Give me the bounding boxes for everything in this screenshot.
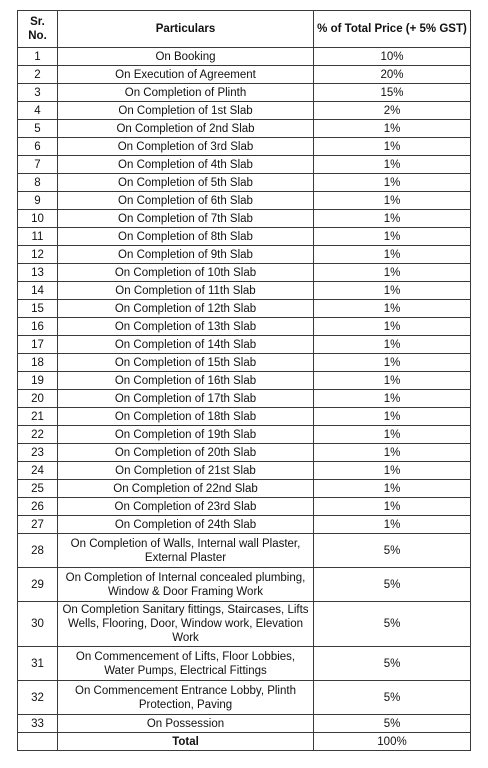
table-body xyxy=(18,48,471,733)
particulars-cell: On Completion of 2nd Slab xyxy=(58,120,314,138)
sr-no-cell: 9 xyxy=(18,192,58,210)
sr-no-cell: 27 xyxy=(18,516,58,534)
sr-no-cell: 23 xyxy=(18,444,58,462)
sr-no-cell: 3 xyxy=(18,84,58,102)
sr-no-cell: 1 xyxy=(18,48,58,66)
table-row xyxy=(18,66,471,84)
particulars-cell: On Completion of 22nd Slab xyxy=(58,480,314,498)
particulars-cell: On Completion of 17th Slab xyxy=(58,390,314,408)
table-row xyxy=(18,444,471,462)
table-row xyxy=(18,48,471,66)
particulars-cell: On Completion of 14th Slab xyxy=(58,336,314,354)
table-row xyxy=(18,228,471,246)
table-row xyxy=(18,602,471,647)
particulars-cell: On Completion of 24th Slab xyxy=(58,516,314,534)
percent-cell: 5% xyxy=(314,602,471,647)
table-row xyxy=(18,372,471,390)
particulars-cell: On Completion of 9th Slab xyxy=(58,246,314,264)
sr-no-cell: 11 xyxy=(18,228,58,246)
percent-cell: 1% xyxy=(314,372,471,390)
header-sr-no: Sr. No. xyxy=(18,11,58,48)
particulars-cell: On Completion of 21st Slab xyxy=(58,462,314,480)
percent-cell: 1% xyxy=(314,138,471,156)
particulars-cell: On Completion of 13th Slab xyxy=(58,318,314,336)
percent-cell: 15% xyxy=(314,84,471,102)
percent-cell: 2% xyxy=(314,102,471,120)
sr-no-cell: 16 xyxy=(18,318,58,336)
sr-no-cell: 15 xyxy=(18,300,58,318)
percent-cell: 1% xyxy=(314,498,471,516)
percent-cell: 1% xyxy=(314,300,471,318)
particulars-cell: On Completion of 1st Slab xyxy=(58,102,314,120)
table-row xyxy=(18,715,471,733)
particulars-cell: On Completion of 18th Slab xyxy=(58,408,314,426)
header-percentage: % of Total Price (+ 5% GST) xyxy=(314,11,471,48)
table-row xyxy=(18,318,471,336)
particulars-cell: On Completion of 5th Slab xyxy=(58,174,314,192)
sr-no-cell: 24 xyxy=(18,462,58,480)
sr-no-cell: 20 xyxy=(18,390,58,408)
sr-no-cell: 12 xyxy=(18,246,58,264)
percent-cell: 1% xyxy=(314,174,471,192)
sr-no-cell: 6 xyxy=(18,138,58,156)
particulars-cell: On Completion of 15th Slab xyxy=(58,354,314,372)
table-row xyxy=(18,336,471,354)
sr-no-cell: 13 xyxy=(18,264,58,282)
sr-no-cell: 32 xyxy=(18,681,58,715)
percent-cell: 5% xyxy=(314,534,471,568)
table-row xyxy=(18,282,471,300)
table-row xyxy=(18,534,471,568)
particulars-cell: On Completion of Plinth xyxy=(58,84,314,102)
particulars-cell: On Completion of 3rd Slab xyxy=(58,138,314,156)
percent-cell: 5% xyxy=(314,681,471,715)
table-row xyxy=(18,426,471,444)
table-row xyxy=(18,390,471,408)
particulars-cell: On Completion of 16th Slab xyxy=(58,372,314,390)
percent-cell: 1% xyxy=(314,264,471,282)
percent-cell: 1% xyxy=(314,444,471,462)
table-row xyxy=(18,408,471,426)
total-label: Total xyxy=(58,733,314,751)
percent-cell: 1% xyxy=(314,210,471,228)
percent-cell: 1% xyxy=(314,246,471,264)
particulars-cell: On Possession xyxy=(58,715,314,733)
table-row xyxy=(18,681,471,715)
particulars-cell: On Execution of Agreement xyxy=(58,66,314,84)
sr-no-cell: 21 xyxy=(18,408,58,426)
percent-cell: 1% xyxy=(314,318,471,336)
sr-no-cell: 33 xyxy=(18,715,58,733)
total-sr-cell xyxy=(18,733,58,751)
header-particulars: Particulars xyxy=(58,11,314,48)
sr-no-cell: 31 xyxy=(18,647,58,681)
total-row xyxy=(18,733,471,751)
table-row xyxy=(18,516,471,534)
table-row xyxy=(18,568,471,602)
table-row xyxy=(18,138,471,156)
table-row xyxy=(18,246,471,264)
particulars-cell: On Completion of 10th Slab xyxy=(58,264,314,282)
table-row xyxy=(18,192,471,210)
sr-no-cell: 4 xyxy=(18,102,58,120)
percent-cell: 1% xyxy=(314,462,471,480)
sr-no-cell: 30 xyxy=(18,602,58,647)
table-row xyxy=(18,120,471,138)
table-row xyxy=(18,174,471,192)
percent-cell: 1% xyxy=(314,336,471,354)
sr-no-cell: 26 xyxy=(18,498,58,516)
particulars-cell: On Completion of 23rd Slab xyxy=(58,498,314,516)
table-row xyxy=(18,300,471,318)
particulars-cell: On Completion of 8th Slab xyxy=(58,228,314,246)
percent-cell: 10% xyxy=(314,48,471,66)
particulars-cell: On Commencement of Lifts, Floor Lobbies, Water Pumps, Electrical Fittings xyxy=(58,647,314,681)
particulars-cell: On Completion Sanitary fittings, Staircases, Lifts Wells, Flooring, Door, Window work, Elevation Work xyxy=(58,602,314,647)
percent-cell: 20% xyxy=(314,66,471,84)
percent-cell: 1% xyxy=(314,516,471,534)
table-row xyxy=(18,264,471,282)
particulars-cell: On Completion of 19th Slab xyxy=(58,426,314,444)
sr-no-cell: 19 xyxy=(18,372,58,390)
percent-cell: 1% xyxy=(314,228,471,246)
table-row xyxy=(18,84,471,102)
percent-cell: 1% xyxy=(314,480,471,498)
table-row xyxy=(18,462,471,480)
percent-cell: 1% xyxy=(314,354,471,372)
sr-no-cell: 17 xyxy=(18,336,58,354)
sr-no-cell: 2 xyxy=(18,66,58,84)
percent-cell: 1% xyxy=(314,282,471,300)
particulars-cell: On Commencement Entrance Lobby, Plinth Protection, Paving xyxy=(58,681,314,715)
percent-cell: 5% xyxy=(314,715,471,733)
sr-no-cell: 14 xyxy=(18,282,58,300)
sr-no-cell: 25 xyxy=(18,480,58,498)
table-row xyxy=(18,354,471,372)
sr-no-cell: 8 xyxy=(18,174,58,192)
table-row xyxy=(18,210,471,228)
particulars-cell: On Completion of 6th Slab xyxy=(58,192,314,210)
sr-no-cell: 22 xyxy=(18,426,58,444)
total-percent: 100% xyxy=(314,733,471,751)
payment-schedule-table xyxy=(17,10,471,751)
particulars-cell: On Completion of Internal concealed plumbing, Window & Door Framing Work xyxy=(58,568,314,602)
sr-no-cell: 5 xyxy=(18,120,58,138)
percent-cell: 1% xyxy=(314,426,471,444)
particulars-cell: On Completion of 20th Slab xyxy=(58,444,314,462)
table-row xyxy=(18,156,471,174)
table-header-row xyxy=(18,11,471,48)
particulars-cell: On Completion of 4th Slab xyxy=(58,156,314,174)
percent-cell: 1% xyxy=(314,156,471,174)
sr-no-cell: 10 xyxy=(18,210,58,228)
table-row xyxy=(18,647,471,681)
percent-cell: 5% xyxy=(314,568,471,602)
percent-cell: 5% xyxy=(314,647,471,681)
sr-no-cell: 18 xyxy=(18,354,58,372)
particulars-cell: On Completion of 11th Slab xyxy=(58,282,314,300)
particulars-cell: On Completion of Walls, Internal wall Plaster, External Plaster xyxy=(58,534,314,568)
sr-no-cell: 28 xyxy=(18,534,58,568)
percent-cell: 1% xyxy=(314,390,471,408)
table-row xyxy=(18,480,471,498)
table-row xyxy=(18,102,471,120)
particulars-cell: On Completion of 12th Slab xyxy=(58,300,314,318)
particulars-cell: On Booking xyxy=(58,48,314,66)
percent-cell: 1% xyxy=(314,192,471,210)
percent-cell: 1% xyxy=(314,120,471,138)
sr-no-cell: 7 xyxy=(18,156,58,174)
particulars-cell: On Completion of 7th Slab xyxy=(58,210,314,228)
percent-cell: 1% xyxy=(314,408,471,426)
table-row xyxy=(18,498,471,516)
sr-no-cell: 29 xyxy=(18,568,58,602)
